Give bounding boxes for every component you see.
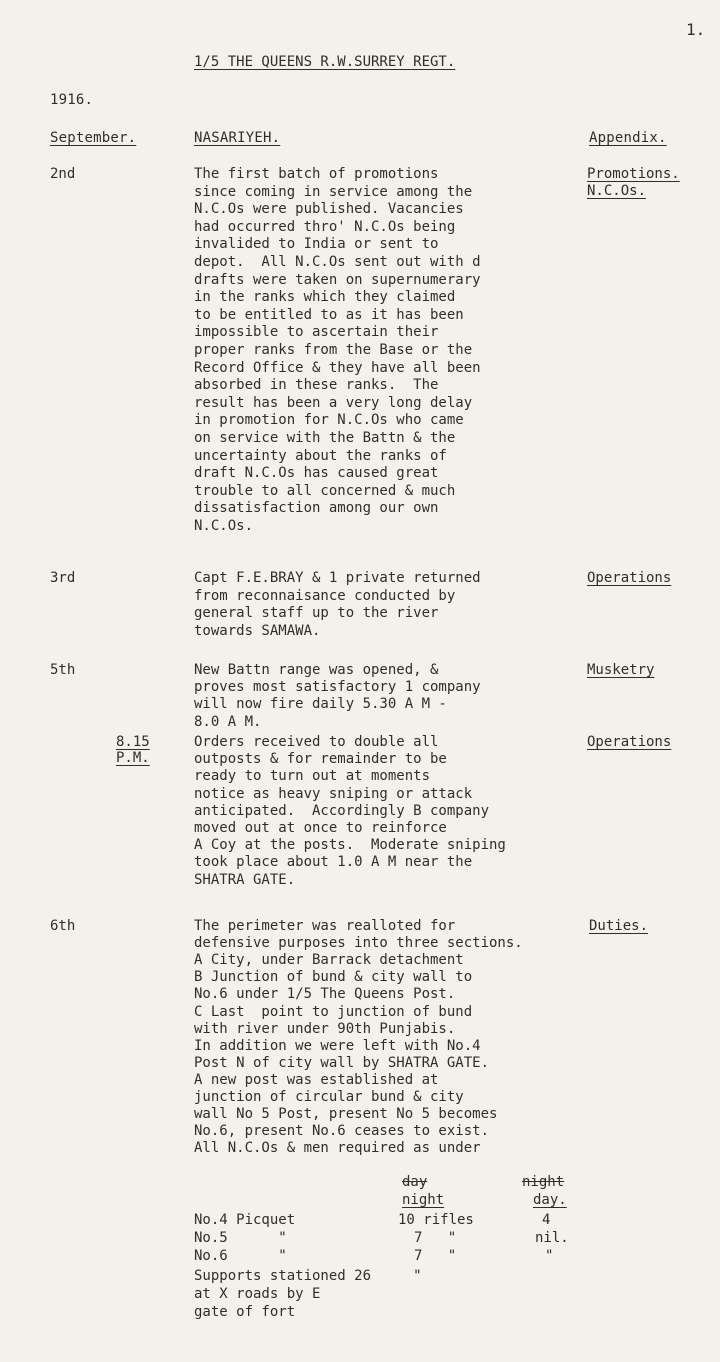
entry-line: A Coy at the posts. Moderate sniping — [194, 837, 506, 854]
month-heading: September. — [50, 130, 137, 146]
entry-line: SHATRA GATE. — [194, 871, 296, 888]
supports-line: Supports stationed 26 " — [194, 1268, 422, 1284]
table-row-day: nil. — [535, 1230, 569, 1246]
entry-line: uncertainty about the ranks of — [194, 447, 447, 464]
table-row-night: 7 " — [414, 1230, 457, 1246]
table-header: night — [402, 1192, 445, 1208]
supports-line: gate of fort — [194, 1304, 296, 1320]
table-row-day: " — [545, 1248, 554, 1264]
entry-line: N.C.Os were published. Vacancies — [194, 201, 464, 218]
entry-line: N.C.Os. — [194, 518, 254, 534]
place-heading: NASARIYEH. — [194, 130, 281, 146]
entry-line: C Last point to junction of bund — [194, 1003, 473, 1020]
entry-date: 3rd — [50, 570, 76, 586]
entry-line: proper ranks from the Base or the — [194, 342, 473, 358]
table-header-struck: day — [402, 1174, 428, 1190]
entry-line: in the ranks which they claimed — [194, 289, 456, 306]
page-number: 1. — [686, 20, 706, 39]
table-row-night: 7 " — [414, 1248, 457, 1264]
appendix-note: Promotions. N.C.Os. — [587, 166, 680, 199]
entry-line: trouble to all concerned & much — [194, 482, 456, 499]
entry-line: No.6 under 1/5 The Queens Post. — [194, 986, 456, 1003]
entry-line: No.6, present No.6 ceases to exist. — [194, 1123, 490, 1140]
entry-line: wall No 5 Post, present No 5 becomes — [194, 1106, 498, 1123]
entry-line: defensive purposes into three sections. — [194, 935, 523, 952]
entry-line: on service with the Battn & the — [194, 430, 456, 446]
entry-line: A new post was established at — [194, 1071, 439, 1088]
table-row-post: No.4 Picquet — [194, 1212, 296, 1228]
entry-line: general staff up to the river — [194, 605, 439, 621]
entry-time: 8.15 P.M. — [116, 734, 150, 766]
table-row-day: 4 — [542, 1212, 551, 1228]
entry-line: absorbed in these ranks. The — [194, 377, 439, 394]
entry-line: All N.C.Os & men required as under — [194, 1140, 481, 1157]
table-row-night: 10 rifles — [398, 1212, 474, 1228]
entry-line: Post N of city wall by SHATRA GATE. — [194, 1054, 490, 1071]
entry-line: with river under 90th Punjabis. — [194, 1020, 456, 1037]
entry-line: since coming in service among the — [194, 183, 473, 200]
supports-line: at X roads by E — [194, 1286, 321, 1302]
entry-line: had occurred thro' N.C.Os being — [194, 218, 456, 235]
appendix-note: Operations — [587, 734, 672, 750]
entry-date: 5th — [50, 662, 76, 678]
entry-line: Capt F.E.BRAY & 1 private returned — [194, 570, 481, 586]
entry-line: depot. All N.C.Os sent out with d — [194, 254, 481, 270]
entry-line: took place about 1.0 A M near the — [194, 854, 473, 871]
table-header: day. — [533, 1192, 567, 1208]
appendix-note: Operations — [587, 570, 672, 586]
entry-line: B Junction of bund & city wall to — [194, 969, 473, 986]
entry-line: moved out at once to reinforce — [194, 820, 447, 836]
entry-line: result has been a very long delay — [194, 394, 473, 411]
table-row-post: No.5 " — [194, 1230, 287, 1246]
entry-line: towards SAMAWA. — [194, 622, 321, 639]
entry-line: impossible to ascertain their — [194, 324, 439, 341]
entry-line: drafts were taken on supernumerary — [194, 271, 481, 288]
entry-line: to be entitled to as it has been — [194, 306, 464, 323]
entry-date: 2nd — [50, 166, 76, 182]
appendix-note: Musketry — [587, 662, 655, 678]
entry-line: A City, under Barrack detachment — [194, 952, 464, 969]
entry-line: dissatisfaction among our own — [194, 500, 439, 517]
entry-line: junction of circular bund & city — [194, 1089, 464, 1105]
table-row-post: No.6 " — [194, 1248, 287, 1264]
entry-line: ready to turn out at moments — [194, 768, 431, 785]
entry-line: in promotion for N.C.Os who came — [194, 412, 464, 429]
entry-line: proves most satisfactory 1 company — [194, 679, 481, 696]
entry-line: Orders received to double all — [194, 734, 439, 750]
entry-line: The perimeter was realloted for — [194, 918, 456, 934]
entry-line: invalided to India or sent to — [194, 236, 439, 253]
appendix-note: Duties. — [589, 918, 649, 934]
entry-line: The first batch of promotions — [194, 166, 439, 182]
entry-line: anticipated. Accordingly B company — [194, 802, 490, 819]
entry-line: Record Office & they have all been — [194, 359, 481, 376]
entry-line: draft N.C.Os has caused great — [194, 465, 439, 482]
entry-line: outposts & for remainder to be — [194, 751, 447, 768]
year: 1916. — [50, 92, 94, 108]
entry-line: notice as heavy sniping or attack — [194, 785, 473, 802]
entry-line: New Battn range was opened, & — [194, 662, 439, 678]
entry-line: In addition we were left with No.4 — [194, 1037, 481, 1054]
entry-line: will now fire daily 5.30 A M - — [194, 696, 447, 713]
entry-line: from reconnaisance conducted by — [194, 587, 456, 604]
entry-line: 8.0 A M. — [194, 713, 262, 730]
table-header-struck: night — [522, 1174, 565, 1190]
entry-date: 6th — [50, 918, 76, 934]
appendix-heading: Appendix. — [589, 130, 667, 146]
page-title: 1/5 THE QUEENS R.W.SURREY REGT. — [194, 54, 456, 70]
